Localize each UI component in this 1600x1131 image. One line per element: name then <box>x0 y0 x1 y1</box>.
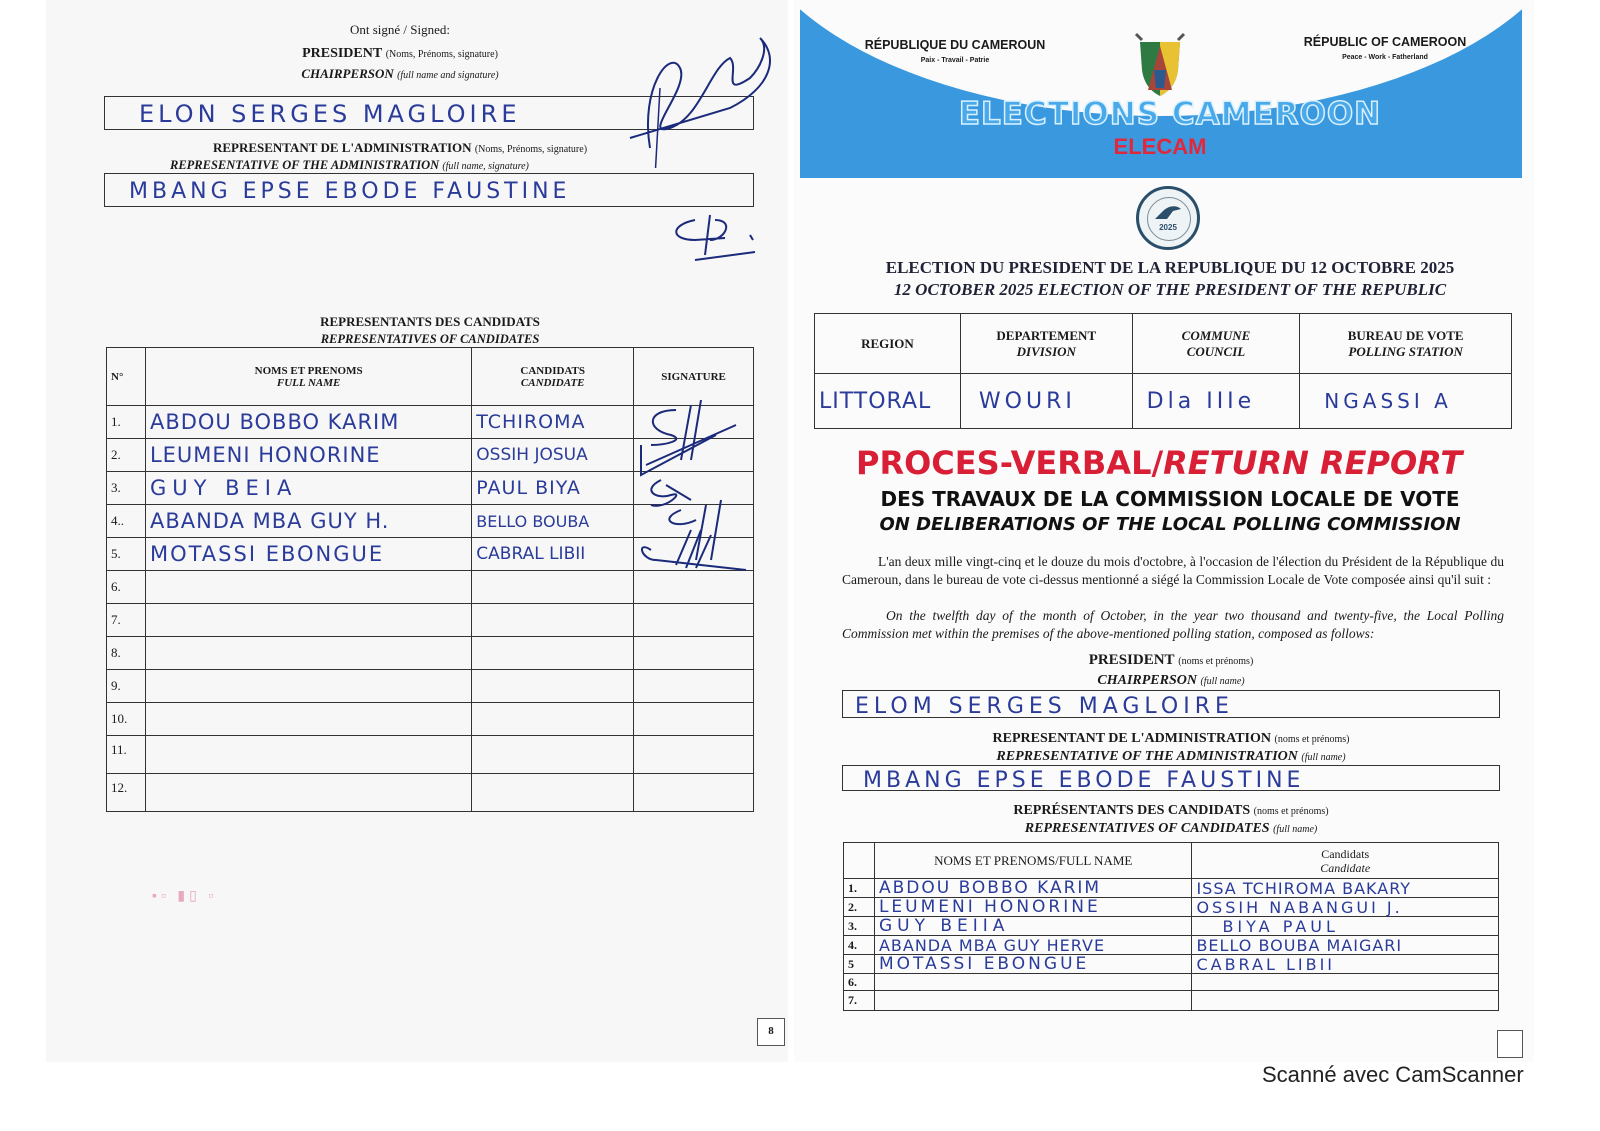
right-table-header-row <box>844 843 1499 879</box>
report-title-en: RETURN REPORT <box>1163 444 1463 482</box>
header-number-blank <box>844 843 875 879</box>
candidate-name[interactable]: BIYA PAUL <box>1192 917 1499 936</box>
admin-label-en: REPRESENTATIVE OF THE ADMINISTRATION <box>996 749 1298 764</box>
header-name-fr: NOMS ET PRENOMS <box>254 364 363 377</box>
president-label-fr: PRESIDENT <box>1088 652 1175 668</box>
admin-note-fr: (noms et prénoms) <box>1274 734 1350 745</box>
candidate-name[interactable]: OSSIH NABANGUI J. <box>1192 898 1499 917</box>
right-page-number-box <box>1497 1030 1523 1058</box>
table-row <box>844 917 1499 936</box>
paragraph-fr: L'an deux mille vingt-cinq et le douze du mois d'octobre, à l'occasion de l'élection du Président de la République du Cameroun, dans le bureau de vote ci-dessus mentionné a siégé la Commission Locale de Vote composée ainsi qu'il suit : <box>842 554 1504 587</box>
table-row <box>844 974 1499 991</box>
subtitle-en: ON DELIBERATIONS OF THE LOCAL POLLING COMMISSION <box>879 514 1461 535</box>
header-signature: SIGNATURE <box>634 348 754 406</box>
table-row <box>107 637 754 670</box>
camscanner-watermark: Scanné avec CamScanner <box>1262 1062 1524 1087</box>
row-number: 4. <box>844 936 875 955</box>
banner-left-title: RÉPUBLIQUE DU CAMEROUN <box>864 38 1046 52</box>
header-division <box>960 314 1132 374</box>
header-council-fr: COMMUNE <box>1181 327 1251 343</box>
header-candidate <box>472 348 634 406</box>
right-admin-name-field[interactable]: MBANG EPSE EBODE FAUSTINE <box>842 765 1500 791</box>
candidate-name[interactable]: CABRAL LIBII <box>472 538 634 571</box>
polling-station-value[interactable]: NGASSI A <box>1300 374 1512 429</box>
election-title-fr: ELECTION DU PRESIDENT DE LA REPUBLIQUE DU 12 OCTOBRE 2025 <box>885 258 1455 277</box>
right-reps-label-en <box>842 821 1500 837</box>
candidate-name[interactable] <box>472 703 634 736</box>
row-number: 2. <box>844 898 875 917</box>
rep-name[interactable] <box>145 637 471 670</box>
report-title <box>856 444 1462 482</box>
candidate-name[interactable]: BELLO BOUBA <box>472 505 634 538</box>
candidate-name[interactable]: OSSIH JOSUA <box>472 439 634 472</box>
rep-signatures-icon <box>636 400 756 580</box>
right-reps-label <box>842 803 1500 819</box>
admin-note-en: (full name, signature) <box>442 161 529 172</box>
left-president-name-field[interactable]: ELON SERGES MAGLOIRE <box>104 96 754 130</box>
president-note-fr: (noms et prénoms) <box>1178 656 1254 667</box>
left-admin-name-field[interactable]: MBANG EPSE EBODE FAUSTINE <box>104 173 754 207</box>
header-region-fr: REGION <box>861 335 914 351</box>
faded-stamp-mark: ▪▫ ▮▯ ▫ <box>152 889 218 904</box>
row-number: 3. <box>107 472 146 505</box>
row-number: 8. <box>107 637 146 670</box>
candidate-name[interactable]: ISSA TCHIROMA BAKARY <box>1192 879 1499 898</box>
rep-name[interactable] <box>874 991 1192 1011</box>
location-table <box>814 313 1512 429</box>
candidate-name[interactable]: CABRAL LIBII <box>1192 955 1499 974</box>
header-council-en: COUNCIL <box>1186 343 1246 359</box>
rep-name[interactable]: ABANDA MBA GUY H. <box>145 505 471 538</box>
table-row <box>844 936 1499 955</box>
row-number: 5. <box>107 538 146 571</box>
header-polling-station <box>1300 314 1512 374</box>
admin-signature-icon <box>665 210 765 270</box>
rep-name[interactable]: MOTASSI EBONGUE <box>874 955 1192 974</box>
rep-name[interactable]: GUY BEIA <box>145 472 471 505</box>
candidate-name[interactable] <box>472 670 634 703</box>
org-abbr: ELECAM <box>1113 134 1207 159</box>
left-admin-label-en <box>170 158 730 173</box>
candidate-name[interactable] <box>472 736 634 774</box>
right-chairperson-label <box>842 673 1500 689</box>
reps-note-en: (full name) <box>1273 824 1318 835</box>
rep-name[interactable] <box>874 974 1192 991</box>
row-number: 6. <box>107 571 146 604</box>
president-note-fr: (Noms, Prénoms, signature) <box>385 49 498 60</box>
banner-left-motto: Paix - Travail - Patrie <box>920 57 990 64</box>
header-name-en: FULL NAME <box>276 376 341 389</box>
row-number: 11. <box>107 736 146 774</box>
chairperson-label-en: CHAIRPERSON <box>1097 673 1197 688</box>
rep-name[interactable] <box>145 604 471 637</box>
table-row <box>107 736 754 774</box>
reps-label-fr: REPRÉSENTANTS DES CANDIDATS <box>1013 803 1251 818</box>
candidate-name[interactable] <box>1192 974 1499 991</box>
row-number: 1. <box>107 406 146 439</box>
rep-name[interactable]: LEUMENI HONORINE <box>145 439 471 472</box>
row-number: 9. <box>107 670 146 703</box>
header-candidate <box>1192 843 1499 879</box>
row-number: 1. <box>844 879 875 898</box>
header-council <box>1132 314 1300 374</box>
rep-name[interactable] <box>145 670 471 703</box>
seal-year: 2025 <box>1159 223 1177 232</box>
right-admin-label-en <box>842 749 1500 765</box>
table-row <box>844 879 1499 898</box>
header-division-fr: DEPARTEMENT <box>996 327 1097 343</box>
header-number: N° <box>107 348 146 406</box>
location-header-row <box>815 314 1512 374</box>
rep-name[interactable] <box>145 774 471 812</box>
report-title-fr: PROCES-VERBAL/ <box>856 444 1164 482</box>
right-president-name-field[interactable]: ELOM SERGES MAGLOIRE <box>842 690 1500 718</box>
header-candidate-fr: CANDIDATS <box>520 364 586 377</box>
rep-name[interactable] <box>145 703 471 736</box>
header-region <box>815 314 961 374</box>
left-admin-label <box>100 140 700 156</box>
banner-right-title: RÉPUBLIC OF CAMEROON <box>1303 35 1467 49</box>
rep-name[interactable]: ABDOU BOBBO KARIM <box>145 406 471 439</box>
candidate-name[interactable]: TCHIROMA <box>472 406 634 439</box>
election-title-en: 12 OCTOBER 2025 ELECTION OF THE PRESIDENT OF THE REPUBLIC <box>893 280 1447 299</box>
right-admin-label <box>842 731 1500 747</box>
division-value[interactable]: WOURI <box>960 374 1132 429</box>
header-full-name <box>145 348 471 406</box>
reps-note-fr: (noms et prénoms) <box>1253 806 1329 817</box>
signature-cell[interactable] <box>634 736 754 774</box>
rep-name[interactable]: LEUMENI HONORINE <box>874 898 1192 917</box>
table-header-row <box>107 348 754 406</box>
candidate-name[interactable] <box>472 637 634 670</box>
right-reps-table <box>843 842 1499 1011</box>
chairperson-note-en: (full name and signature) <box>397 70 499 81</box>
row-number: 7. <box>844 991 875 1011</box>
table-row <box>844 898 1499 917</box>
table-row <box>844 955 1499 974</box>
table-row <box>107 604 754 637</box>
signed-heading: Ont signé / Signed: <box>349 22 451 37</box>
admin-note-en: (full name) <box>1301 752 1346 763</box>
rep-name[interactable] <box>145 736 471 774</box>
header-candidate-fr: Candidats <box>1321 846 1370 861</box>
candidate-name[interactable]: PAUL BIYA <box>472 472 634 505</box>
paragraph-en: On the twelfth day of the month of October, in the year two thousand and twenty-five, the Local Polling Commission met within the premises of the above-mentioned polling station, composed as follows: <box>842 608 1504 641</box>
row-number: 6. <box>844 974 875 991</box>
right-president-label <box>842 652 1500 669</box>
table-row <box>844 991 1499 1011</box>
candidate-name[interactable] <box>472 604 634 637</box>
rep-name[interactable]: MOTASSI EBONGUE <box>145 538 471 571</box>
row-number: 5 <box>844 955 875 974</box>
row-number: 10. <box>107 703 146 736</box>
subtitle-fr: DES TRAVAUX DE LA COMMISSION LOCALE DE VOTE <box>880 487 1460 511</box>
election-seal-icon <box>1136 186 1200 250</box>
rep-name[interactable]: ABANDA MBA GUY HERVE <box>874 936 1192 955</box>
header-division-en: DIVISION <box>1016 343 1076 359</box>
header-full-name: NOMS ET PRENOMS/FULL NAME <box>874 843 1192 879</box>
header-polling-station-en: POLLING STATION <box>1348 343 1463 359</box>
candidate-name[interactable]: BELLO BOUBA MAIGARI <box>1192 936 1499 955</box>
rep-name[interactable]: GUY BEIIA <box>874 917 1192 936</box>
reps-label-en: REPRESENTATIVES OF CANDIDATES <box>1024 821 1270 836</box>
table-row <box>107 670 754 703</box>
chairperson-note-en: (full name) <box>1200 676 1245 687</box>
admin-label-fr: REPRESENTANT DE L'ADMINISTRATION <box>992 731 1271 746</box>
signature-cell[interactable] <box>634 774 754 812</box>
rep-name[interactable]: ABDOU BOBBO KARIM <box>874 879 1192 898</box>
candidate-name[interactable] <box>1192 991 1499 1011</box>
president-label-fr: PRESIDENT <box>302 46 383 61</box>
signature-cell[interactable] <box>634 604 754 637</box>
row-number: 2. <box>107 439 146 472</box>
admin-label-fr: REPRESENTANT DE L'ADMINISTRATION <box>212 140 472 155</box>
signature-cell[interactable] <box>634 703 754 736</box>
signature-cell[interactable] <box>634 637 754 670</box>
candidate-name[interactable] <box>472 571 634 604</box>
rep-name[interactable] <box>145 571 471 604</box>
banner-right-motto: Peace - Work - Fatherland <box>1342 54 1428 61</box>
admin-label-en: REPRESENTATIVE OF THE ADMINISTRATION <box>170 158 440 172</box>
row-number: 3. <box>844 917 875 936</box>
left-page-number: 8 <box>757 1018 785 1046</box>
header-candidate-en: Candidate <box>1320 860 1371 875</box>
header-polling-station-fr: BUREAU DE VOTE <box>1347 327 1464 343</box>
row-number: 4.. <box>107 505 146 538</box>
location-values-row <box>815 374 1512 429</box>
coat-of-arms-icon <box>1128 30 1192 98</box>
reps-heading-en: REPRESENTATIVES OF CANDIDATES <box>320 332 540 346</box>
header-candidate-en: CANDIDATE <box>520 376 585 389</box>
admin-note-fr: (Noms, Prénoms, signature) <box>474 144 588 155</box>
chairperson-label-en: CHAIRPERSON <box>301 66 394 81</box>
council-value[interactable]: Dla IIIe <box>1132 374 1300 429</box>
table-row <box>107 703 754 736</box>
row-number: 7. <box>107 604 146 637</box>
org-name: ELECTIONS CAMEROON <box>958 96 1382 132</box>
signature-cell[interactable] <box>634 670 754 703</box>
row-number: 12. <box>107 774 146 812</box>
candidate-name[interactable] <box>472 774 634 812</box>
table-row <box>107 774 754 812</box>
reps-heading-fr: REPRESENTANTS DES CANDIDATS <box>320 314 540 329</box>
region-value[interactable]: LITTORAL <box>815 374 961 429</box>
